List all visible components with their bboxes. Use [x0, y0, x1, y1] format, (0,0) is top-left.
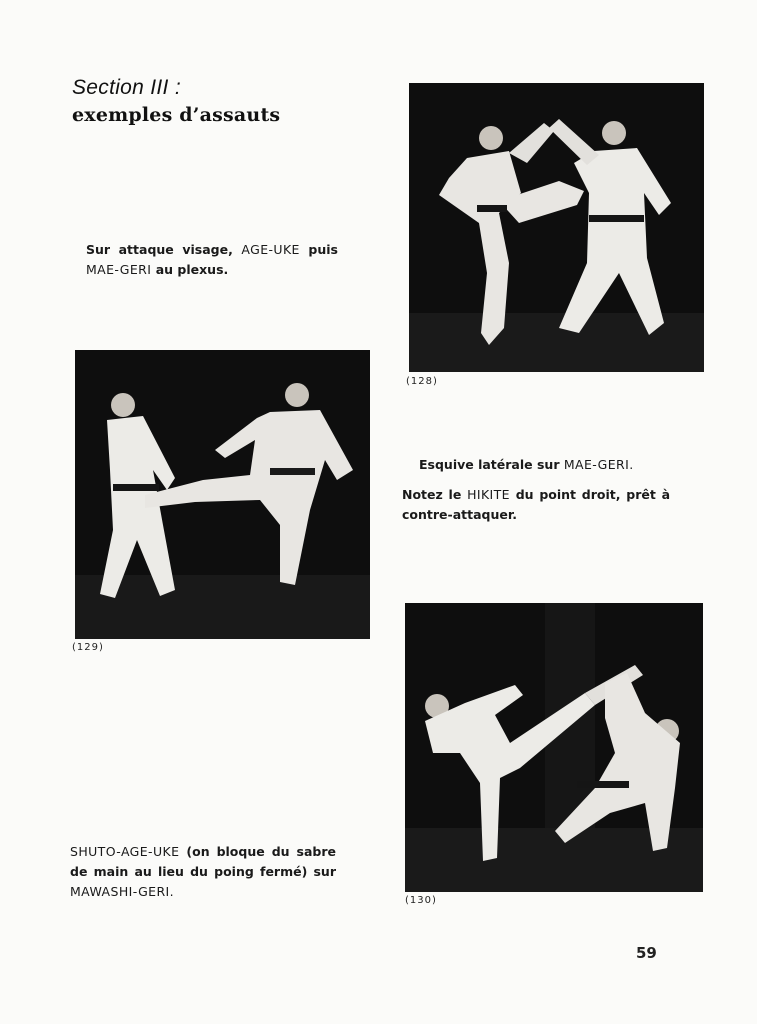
- caption-text: du point droit, prêt à contre-attaquer.: [402, 487, 670, 522]
- figure-number-130: (130): [405, 895, 437, 906]
- section-title: exemples d’assauts: [72, 104, 281, 126]
- technique-term: MAE-GERI: [86, 262, 152, 277]
- figure-number-128: (128): [406, 376, 438, 387]
- photo-130: [405, 603, 703, 892]
- caption-text: Notez le: [402, 487, 468, 502]
- caption-text: Esquive latérale sur: [419, 457, 564, 472]
- page-number: 59: [636, 944, 657, 962]
- caption-hikite: [402, 485, 670, 525]
- photo-128: [409, 83, 704, 372]
- technique-term: SHUTO-AGE-UKE: [70, 844, 180, 859]
- photo-129: [75, 350, 370, 639]
- section-label: Section III :: [72, 76, 181, 99]
- figure-number-129: (129): [72, 642, 104, 653]
- technique-term: MAE-GERI.: [563, 457, 634, 472]
- caption-text: au plexus.: [151, 262, 229, 277]
- caption-text: puis: [299, 242, 338, 257]
- technique-term: MAWASHI-GERI.: [70, 884, 174, 899]
- technique-term: AGE-UKE: [241, 242, 300, 257]
- caption-esquive: [419, 455, 669, 475]
- caption-text: Sur attaque visage,: [86, 242, 242, 257]
- caption-age-uke: [86, 240, 338, 280]
- caption-shuto-age-uke: [70, 842, 336, 902]
- caption-text: (on bloque du sabre de main au lieu du poing fermé) sur: [70, 844, 336, 879]
- technique-term: HIKITE: [467, 487, 510, 502]
